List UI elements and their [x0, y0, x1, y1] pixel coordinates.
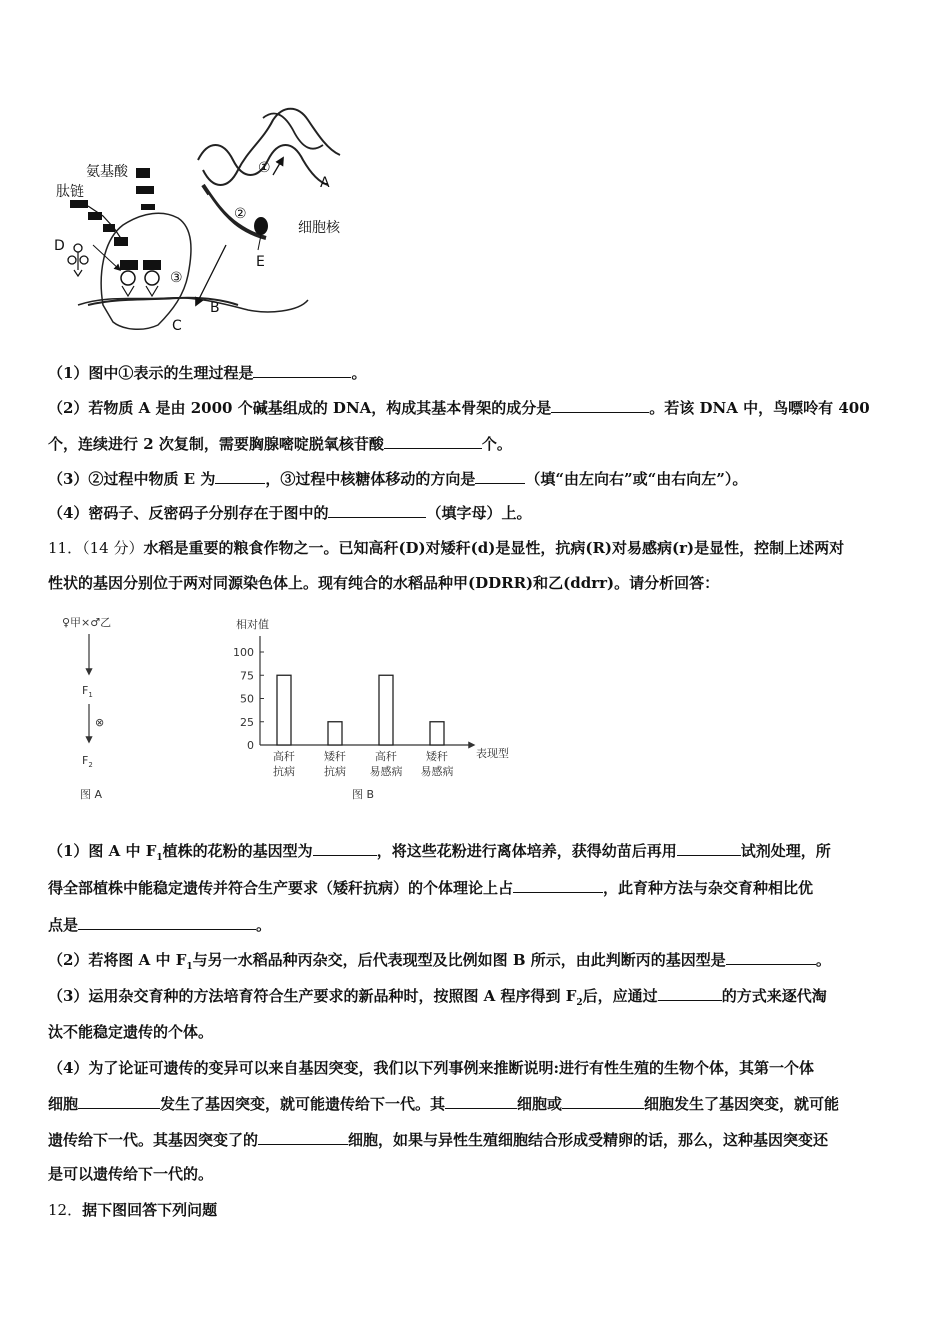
y-tick-label: 100	[233, 646, 254, 659]
answer-blank[interactable]	[513, 878, 603, 893]
q11-part1-cont: 得全部植株中能稳定遗传并符合生产要求（矮秆抗病）的个体理论上占 ，此育种方法与杂交育种相比优	[48, 879, 814, 897]
answer-blank[interactable]	[215, 469, 265, 484]
label-b: B	[210, 300, 220, 316]
answer-blank[interactable]	[726, 950, 816, 965]
q11-part1-cont2: 点是 。	[48, 916, 272, 934]
label-c: C	[172, 318, 182, 334]
bar-2	[328, 722, 342, 745]
x-category-label: 抗病	[273, 765, 295, 778]
export-arrow	[196, 245, 226, 305]
f1-label: $F_1$	[82, 684, 93, 699]
answer-blank[interactable]	[78, 1094, 160, 1109]
q11-part3-cont: 汰不能稳定遗传的个体。	[48, 1023, 214, 1041]
q11-part4-cont2: 遗传给下一代。其基因突变了的 细胞，如果与异性生殖细胞结合形成受精卵的话，那么，这种基因突变还	[48, 1131, 829, 1149]
answer-blank[interactable]	[677, 841, 741, 856]
chart-xlabel: 表现型	[476, 747, 509, 760]
answer-blank[interactable]	[78, 915, 256, 930]
label-d: D	[54, 238, 65, 254]
answer-blank[interactable]	[562, 1094, 644, 1109]
q10-part4: （4）密码子、反密码子分别存在于图中的 （填字母）上。	[48, 504, 532, 522]
label-nucleus: 细胞核	[298, 220, 340, 236]
q10-part1: （1）图中①表示的生理过程是 。	[48, 364, 367, 382]
q11-part1: （1）图 A 中 $F_1$植株的花粉的基因型为 ，将这些花粉进行离体培养，获得幼苗后再用 试剂处理，所	[48, 842, 831, 863]
q11-part4: （4）为了论证可遗传的变异可以来自基因突变，我们以下列事例来推断说明:进行有性生殖的生物个体，其第一个体	[48, 1059, 814, 1077]
q10-part2-cont: 个，连续进行 2 次复制，需要胸腺嘧啶脱氧核苷酸 个。	[48, 435, 512, 453]
q11-part2: （2）若将图 A 中 $F_1$与另一水稻品种丙杂交，后代表现型及比例如图 B 所示，由此判断丙的基因型是 。	[48, 951, 831, 972]
figure-a-cross-scheme	[62, 612, 182, 812]
transcription-translation-diagram	[48, 100, 368, 345]
ribosome-pair	[120, 260, 161, 296]
y-tick-label: 0	[247, 739, 254, 752]
cell-membrane	[78, 298, 308, 312]
q10-part3: （3）②过程中物质 E 为 ，③过程中核糖体移动的方向是 （填“由左向右”或“由右向左”）。	[48, 470, 748, 488]
answer-blank[interactable]	[551, 398, 649, 413]
x-category-label: 高秆	[375, 750, 397, 763]
label-1: ①	[258, 160, 271, 176]
answer-blank[interactable]	[253, 363, 351, 378]
label-3: ③	[170, 270, 183, 286]
y-tick-label: 25	[240, 715, 254, 729]
answer-blank[interactable]	[258, 1130, 348, 1145]
self-cross-symbol: ⊗	[95, 716, 105, 729]
x-category-label: 矮秆	[324, 750, 346, 763]
figure-a-caption: 图 A	[80, 788, 103, 801]
f2-label: $F_2$	[82, 754, 93, 769]
q11-part4-cont3: 是可以遗传给下一代的。	[48, 1165, 214, 1183]
answer-blank[interactable]	[445, 1094, 517, 1109]
q11-part4-cont: 细胞 发生了基因突变，就可能遗传给下一代。其 细胞或 细胞发生了基因突变，就可能	[48, 1095, 840, 1113]
y-tick-label: 50	[240, 692, 254, 706]
label-peptide: 肽链	[56, 184, 84, 200]
label-a: A	[320, 175, 330, 191]
x-category-label: 易感病	[369, 765, 403, 778]
figure-b-caption: 图 B	[352, 788, 375, 801]
x-category-label: 高秆	[273, 750, 295, 763]
q11-stem-cont: 性状的基因分别位于两对同源染色体上。现有纯合的水稻品种甲(DDRR)和乙(ddrr)。请分析回答：	[48, 574, 720, 592]
q10-part2: （2）若物质 A 是由 2000 个碱基组成的 DNA，构成其基本骨架的成分是 。若该 DNA 中，鸟嘌呤有 400	[48, 399, 870, 417]
bar-1	[277, 675, 291, 745]
q11-part3: （3）运用杂交育种的方法培育符合生产要求的新品种时，按照图 A 程序得到 $F_2$后，应通过 的方式来逐代淘	[48, 987, 827, 1008]
q11-stem: 11．（14 分）水稻是重要的粮食作物之一。已知高秆(D)对矮秆(d)是显性，抗病(R)对易感病(r)是显性，控制上述两对	[48, 539, 845, 557]
answer-blank[interactable]	[475, 469, 525, 484]
x-category-label: 易感病	[420, 765, 454, 778]
rna-polymerase-e	[254, 217, 268, 235]
q12-stem: 12．据下图回答下列问题	[48, 1201, 218, 1219]
chart-ylabel: 相对值	[236, 618, 269, 631]
label-amino-acid: 氨基酸	[86, 164, 128, 180]
cross-label: ♀甲×♂乙	[62, 616, 112, 629]
figure-b-bar-chart	[228, 612, 528, 812]
answer-blank[interactable]	[658, 986, 722, 1001]
trna-d	[68, 244, 88, 276]
y-tick-label: 75	[240, 669, 254, 683]
x-category-label: 矮秆	[426, 750, 448, 763]
answer-blank[interactable]	[313, 841, 377, 856]
answer-blank[interactable]	[384, 434, 482, 449]
x-category-label: 抗病	[324, 765, 346, 778]
label-e: E	[256, 254, 265, 270]
label-2: ②	[234, 206, 247, 222]
answer-blank[interactable]	[328, 503, 426, 518]
bar-3	[379, 675, 393, 745]
bar-4	[430, 722, 444, 745]
